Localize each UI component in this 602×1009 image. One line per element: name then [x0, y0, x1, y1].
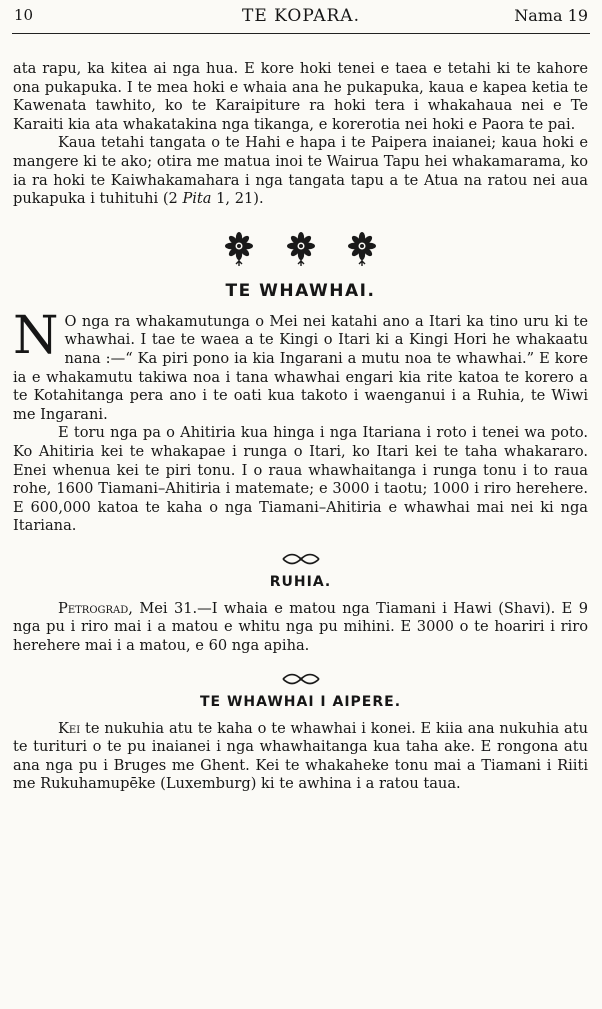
- scroll-separator-icon: [281, 553, 321, 565]
- aipere-lead-word: Kei: [58, 719, 81, 737]
- flower-ornament-icon: [286, 231, 316, 267]
- page-content: [13, 60, 588, 794]
- whawhai-paragraph-1-text: O nga ra whakamutunga o Mei nei katahi ano a Itari ka tino uru ki te whawhai. I tae te waea a te Kingi o Itari ki a Kingi Hori he whakaatu nana :—“ Ka piri pono ia kia Ingarani a mutu noa te whawhai.” E kore ia e whakamutu takiwa noa i tana whawhai engari kia rite katoa te korero a te Kotahitanga pera ano i te oati kua takoto i waenganui i a Ruhia, te Wiwi me Ingarani.: [13, 312, 588, 423]
- whawhai-paragraph-2: E toru nga pa o Ahitiria kua hinga i nga Itariana i roto i tenei wa poto. Ko Ahitiria kei te whakapae i runga o Itari, ko Itari kei te taha whakararo. Enei whenua kei te piri tonu. I o raua whawhaitanga i runga tonu i to raua rohe, 1600 Tiamani–Ahitiria i matemate; e 3000 i taotu; 1000 i riro herehere. E 600,000 katoa te kaha o nga Tiamani–Ahitiria e whawhai mai nei ki nga Itariana.: [13, 424, 588, 535]
- intro-paragraph-2-text: Kaua tetahi tangata o te Hahi e hapa i te Paipera inaianei; kaua hoki e mangere ki te ako; otira me matua inoi te Wairua Tapu hei whakamarama, ko ia ra hoki te Kaiwhakamahara i nga tangata tapu a te Atua na ratou nei aua pukapuka i tuhituhi (2: [13, 134, 588, 208]
- section-heading-aipere: TE WHAWHAI I AIPERE.: [199, 693, 402, 710]
- ruhia-paragraph: [13, 600, 588, 656]
- intro-paragraph-1: ata rapu, ka kitea ai nga hua. E kore hoki tenei e taea e tetahi ki te kahore ona pukapuka. I te mea hoki e whaia ana he pukapuka, kaua e kapea ketia te Kawenata tawhito, ko te Karaipiture ra hoki tera i whakahaua nei e Te Karaiti kia ata whakatakina nga tikanga, e korerotia nei hoki e Paora te pai.: [13, 60, 588, 133]
- intro-paragraph-2: [13, 134, 588, 208]
- page-number: 10: [14, 6, 34, 24]
- drop-cap: N: [13, 305, 59, 366]
- flower-ornament-icon: [347, 231, 377, 267]
- scroll-separator-1: [13, 550, 588, 566]
- intro-citation-ref: 1, 21).: [211, 190, 264, 208]
- issue-number: Nama 19: [514, 6, 588, 25]
- section-heading-whawhai: TE WHAWHAI.: [225, 280, 376, 301]
- scroll-separator-icon: [281, 673, 321, 685]
- scroll-separator-2: [13, 670, 588, 686]
- section-heading-ruhia: RUHIA.: [269, 573, 332, 590]
- aipere-paragraph: [13, 720, 588, 794]
- flower-ornament-row: [13, 231, 588, 271]
- whawhai-paragraph-1: [13, 305, 588, 425]
- aipere-paragraph-text: te nukuhia atu te kaha o te whawhai i konei. E kiia ana nukuhia atu te turituri o te pu inaianei i nga whawhaitanga kua taha ake. E rongona atu ana nga pu i Bruges me Ghent. Kei te whakaheke tonu mai a Tiamani i Riiti me Rukuhamupēke (Luxemburg) ki te awhina i a ratou taua.: [13, 719, 588, 793]
- flower-ornament-icon: [224, 231, 254, 267]
- page-header: [14, 6, 588, 32]
- ruhia-dateline: Petrograd,: [58, 599, 133, 617]
- intro-citation-book: Pita: [182, 190, 212, 208]
- header-rule: [12, 33, 590, 34]
- ruhia-paragraph-text: Mei 31.—I whaia e matou nga Tiamani i Hawi (Shavi). E 9 nga pu i riro mai i a matou e whitu nga pu mihini. E 3000 o te hoariri i riro herehere mai i a matou, e 60 nga apiha.: [13, 599, 588, 655]
- publication-title: TE KOPARA.: [242, 6, 360, 26]
